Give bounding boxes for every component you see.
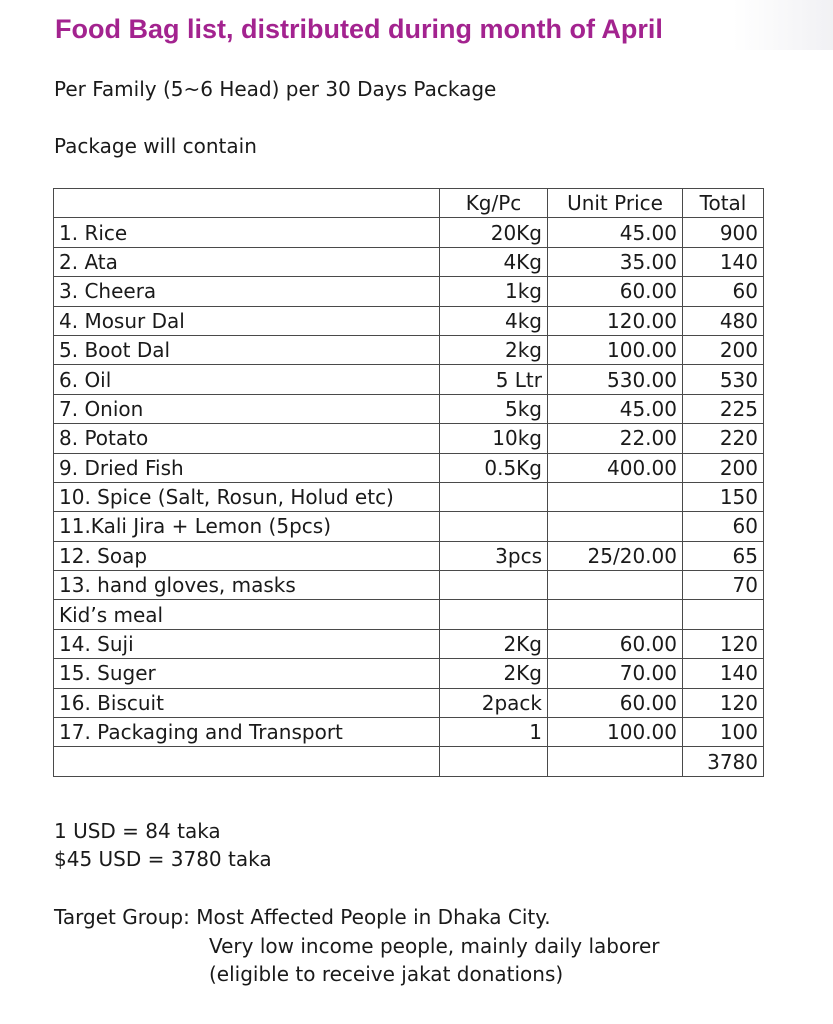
unit-price-cell bbox=[548, 571, 683, 600]
total-cell: 150 bbox=[683, 482, 764, 511]
total-cell: 60 bbox=[683, 277, 764, 306]
food-items-table bbox=[53, 188, 764, 777]
qty-cell: 3pcs bbox=[440, 541, 548, 570]
qty-cell: 2Kg bbox=[440, 659, 548, 688]
item-cell: 15. Suger bbox=[54, 659, 440, 688]
item-cell: Kid’s meal bbox=[54, 600, 440, 629]
qty-cell: 10kg bbox=[440, 424, 548, 453]
qty-cell bbox=[440, 512, 548, 541]
item-cell: 12. Soap bbox=[54, 541, 440, 570]
total-cell: 60 bbox=[683, 512, 764, 541]
total-cell: 200 bbox=[683, 453, 764, 482]
unit-price-cell: 35.00 bbox=[548, 247, 683, 276]
total-cell: 225 bbox=[683, 394, 764, 423]
total-cell: 220 bbox=[683, 424, 764, 453]
table-row bbox=[54, 718, 764, 747]
package-subtitle: Per Family (5~6 Head) per 30 Days Package bbox=[54, 77, 497, 101]
table-row bbox=[54, 629, 764, 658]
qty-cell: 2Kg bbox=[440, 629, 548, 658]
header-total: Total bbox=[683, 189, 764, 218]
qty-cell: 2pack bbox=[440, 688, 548, 717]
item-cell: 9. Dried Fish bbox=[54, 453, 440, 482]
item-cell: 3. Cheera bbox=[54, 277, 440, 306]
target-description: Very low income people, mainly daily laborer bbox=[209, 934, 660, 958]
total-cell: 140 bbox=[683, 247, 764, 276]
qty-cell bbox=[440, 747, 548, 776]
unit-price-cell: 120.00 bbox=[548, 306, 683, 335]
qty-cell bbox=[440, 600, 548, 629]
qty-cell: 1kg bbox=[440, 277, 548, 306]
total-cell: 65 bbox=[683, 541, 764, 570]
qty-cell: 20Kg bbox=[440, 218, 548, 247]
table-row bbox=[54, 424, 764, 453]
qty-cell: 4kg bbox=[440, 306, 548, 335]
qty-cell: 0.5Kg bbox=[440, 453, 548, 482]
unit-price-cell: 25/20.00 bbox=[548, 541, 683, 570]
unit-price-cell: 100.00 bbox=[548, 335, 683, 364]
item-cell: 11.Kali Jira + Lemon (5pcs) bbox=[54, 512, 440, 541]
item-cell: 13. hand gloves, masks bbox=[54, 571, 440, 600]
table-row bbox=[54, 541, 764, 570]
total-cell: 480 bbox=[683, 306, 764, 335]
conversion-rate: 1 USD = 84 taka bbox=[54, 819, 221, 843]
table-row bbox=[54, 335, 764, 364]
total-cell: 530 bbox=[683, 365, 764, 394]
table-row bbox=[54, 659, 764, 688]
unit-price-cell: 530.00 bbox=[548, 365, 683, 394]
unit-price-cell bbox=[548, 512, 683, 541]
table-row bbox=[54, 453, 764, 482]
unit-price-cell: 45.00 bbox=[548, 394, 683, 423]
table-row bbox=[54, 247, 764, 276]
total-cell: 140 bbox=[683, 659, 764, 688]
item-cell: 17. Packaging and Transport bbox=[54, 718, 440, 747]
table-row bbox=[54, 394, 764, 423]
item-cell: 8. Potato bbox=[54, 424, 440, 453]
table-row bbox=[54, 365, 764, 394]
unit-price-cell: 70.00 bbox=[548, 659, 683, 688]
unit-price-cell bbox=[548, 482, 683, 511]
item-cell: 2. Ata bbox=[54, 247, 440, 276]
page-title: Food Bag list, distributed during month of April bbox=[55, 14, 663, 44]
item-cell: 7. Onion bbox=[54, 394, 440, 423]
qty-cell: 5kg bbox=[440, 394, 548, 423]
unit-price-cell: 100.00 bbox=[548, 718, 683, 747]
table-body bbox=[54, 189, 764, 777]
table-row bbox=[54, 747, 764, 776]
qty-cell bbox=[440, 482, 548, 511]
unit-price-cell: 60.00 bbox=[548, 629, 683, 658]
conversion-amount: $45 USD = 3780 taka bbox=[54, 847, 272, 871]
qty-cell: 2kg bbox=[440, 335, 548, 364]
total-cell: 120 bbox=[683, 629, 764, 658]
item-cell: 1. Rice bbox=[54, 218, 440, 247]
item-cell: 10. Spice (Salt, Rosun, Holud etc) bbox=[54, 482, 440, 511]
header-unit-price: Unit Price bbox=[548, 189, 683, 218]
table-header-row bbox=[54, 189, 764, 218]
item-cell: 5. Boot Dal bbox=[54, 335, 440, 364]
unit-price-cell: 60.00 bbox=[548, 277, 683, 306]
qty-cell: 1 bbox=[440, 718, 548, 747]
item-cell: 6. Oil bbox=[54, 365, 440, 394]
unit-price-cell: 60.00 bbox=[548, 688, 683, 717]
unit-price-cell bbox=[548, 600, 683, 629]
qty-cell bbox=[440, 571, 548, 600]
item-cell: 16. Biscuit bbox=[54, 688, 440, 717]
total-cell: 120 bbox=[683, 688, 764, 717]
item-cell bbox=[54, 747, 440, 776]
total-cell: 200 bbox=[683, 335, 764, 364]
unit-price-cell bbox=[548, 747, 683, 776]
item-cell: 14. Suji bbox=[54, 629, 440, 658]
table-row bbox=[54, 600, 764, 629]
target-eligibility: (eligible to receive jakat donations) bbox=[209, 962, 564, 986]
total-cell: 70 bbox=[683, 571, 764, 600]
table-row bbox=[54, 306, 764, 335]
unit-price-cell: 400.00 bbox=[548, 453, 683, 482]
total-cell bbox=[683, 600, 764, 629]
table-row bbox=[54, 218, 764, 247]
table-row bbox=[54, 571, 764, 600]
header-item bbox=[54, 189, 440, 218]
qty-cell: 5 Ltr bbox=[440, 365, 548, 394]
item-cell: 4. Mosur Dal bbox=[54, 306, 440, 335]
target-group: Target Group: Most Affected People in Dhaka City. bbox=[54, 905, 551, 929]
table-row bbox=[54, 482, 764, 511]
total-cell: 900 bbox=[683, 218, 764, 247]
unit-price-cell: 45.00 bbox=[548, 218, 683, 247]
header-qty: Kg/Pc bbox=[440, 189, 548, 218]
package-intro: Package will contain bbox=[54, 134, 257, 158]
table-row bbox=[54, 512, 764, 541]
table-row bbox=[54, 277, 764, 306]
qty-cell: 4Kg bbox=[440, 247, 548, 276]
total-cell: 3780 bbox=[683, 747, 764, 776]
unit-price-cell: 22.00 bbox=[548, 424, 683, 453]
total-cell: 100 bbox=[683, 718, 764, 747]
table-row bbox=[54, 688, 764, 717]
